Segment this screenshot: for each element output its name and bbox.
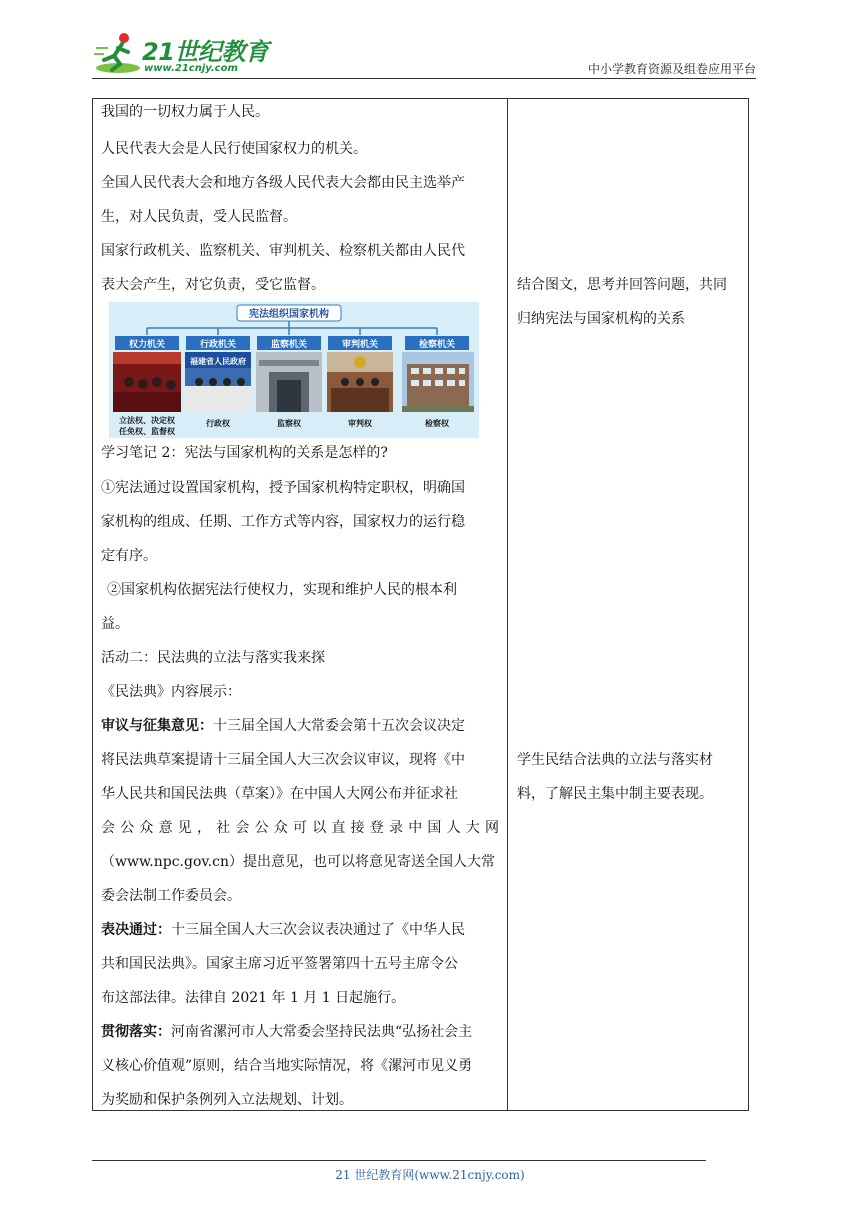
organ-power: 检察权 xyxy=(425,419,449,428)
text-line: 表决通过：十三届全国人大三次会议表决通过了《中华人民 xyxy=(101,922,465,938)
activity-text: 料，了解民主集中制主要表现。 xyxy=(517,786,713,802)
text-line: 审议与征集意见：十三届全国人大常委会第十五次会议决定 xyxy=(101,718,465,734)
organ-power: 任免权、监督权 xyxy=(119,427,175,436)
activity-heading: 活动二：民法典的立法与落实我来探 xyxy=(101,650,325,666)
text-line: 生，对人民负责，受人民监督。 xyxy=(101,209,297,225)
organ-power: 立法权、决定权 xyxy=(119,416,175,425)
organ-name: 检察机关 xyxy=(418,340,456,350)
government-banner: 福建省人民政府 xyxy=(190,357,246,366)
runner-logo-icon xyxy=(92,30,142,76)
implementation-label: 贯彻落实： xyxy=(101,1024,171,1040)
text-line: 为奖励和保护条例列入立法规划、计划。 xyxy=(101,1092,353,1108)
text-line: 益。 xyxy=(101,616,129,632)
vote-label: 表决通过： xyxy=(101,922,171,938)
text-line: 《民法典》内容展示： xyxy=(101,684,241,700)
text-line: ②国家机构依据宪法行使权力，实现和维护人民的根本利 xyxy=(107,582,457,598)
site-logo[interactable] xyxy=(92,30,269,80)
organ-name: 监察机关 xyxy=(270,340,308,350)
organ-name: 权力机关 xyxy=(128,340,166,350)
header-divider xyxy=(92,78,756,79)
platform-name: 中小学教育资源及组卷应用平台 xyxy=(587,62,756,76)
footer-link[interactable]: 21 世纪教育网(www.21cnjy.com) xyxy=(335,1168,525,1182)
logo-url: www.21cnjy.com xyxy=(144,63,238,74)
text-line: 人民代表大会是人民行使国家权力的机关。 xyxy=(101,141,367,157)
text-line: 表大会产生，对它负责，受它监督。 xyxy=(101,277,325,293)
lesson-table xyxy=(92,98,749,1111)
text-line: 华人民共和国民法典（草案）》在中国人大网公布并征求社 xyxy=(101,786,458,802)
text-line: 义核心价值观”原则，结合当地实际情况，将《漯河市见义勇 xyxy=(101,1058,473,1074)
text-line: 委会法制工作委员会。 xyxy=(101,888,241,904)
organ-power: 审判权 xyxy=(348,419,372,428)
state-organs-figure xyxy=(109,302,479,438)
text-line: （www.npc.gov.cn）提出意见，也可以将意见寄送全国人大常 xyxy=(101,854,495,870)
activity-text: 归纳宪法与国家机构的关系 xyxy=(517,311,685,327)
activity-text: 结合图文，思考并回答问题，共同 xyxy=(517,277,727,293)
organ-power: 监察权 xyxy=(277,419,301,428)
text-line: 贯彻落实：河南省漯河市人大常委会坚持民法典“弘扬社会主 xyxy=(101,1024,473,1040)
footer-divider xyxy=(92,1160,706,1161)
text-line: 我国的一切权力属于人民。 xyxy=(101,104,269,120)
text-line: 将民法典草案提请十三届全国人大三次会议审议，现将《中 xyxy=(101,752,465,768)
organ-power: 行政权 xyxy=(206,419,230,428)
logo-text: 21世纪教育 xyxy=(142,38,269,66)
organ-name: 行政机关 xyxy=(199,340,237,350)
text-line: ①宪法通过设置国家机构，授予国家机构特定职权，明确国 xyxy=(101,480,465,496)
page-header xyxy=(0,0,860,80)
review-label: 审议与征集意见： xyxy=(101,718,213,734)
figure-title: 宪法组织国家机构 xyxy=(249,309,329,320)
text-line: 共和国民法典》。国家主席习近平签署第四十五号主席令公 xyxy=(101,956,458,972)
text-line: 定有序。 xyxy=(101,548,157,564)
text-line: 全国人民代表大会和地方各级人民代表大会都由民主选举产 xyxy=(101,175,465,191)
text-line: 国家行政机关、监察机关、审判机关、检察机关都由人民代 xyxy=(101,243,465,259)
text-line: 布这部法律。法律自 2021 年 1 月 1 日起施行。 xyxy=(101,990,406,1006)
text-line: 家机构的组成、任期、工作方式等内容，国家权力的运行稳 xyxy=(101,514,465,530)
text-line: 会公众意见，社会公众可以直接登录中国人大网 xyxy=(101,820,505,836)
organ-name: 审判机关 xyxy=(341,340,379,350)
column-divider xyxy=(507,99,508,1110)
note-question: 学习笔记 2：宪法与国家机构的关系是怎样的? xyxy=(101,445,388,461)
activity-text: 学生民结合法典的立法与落实材 xyxy=(517,752,713,768)
